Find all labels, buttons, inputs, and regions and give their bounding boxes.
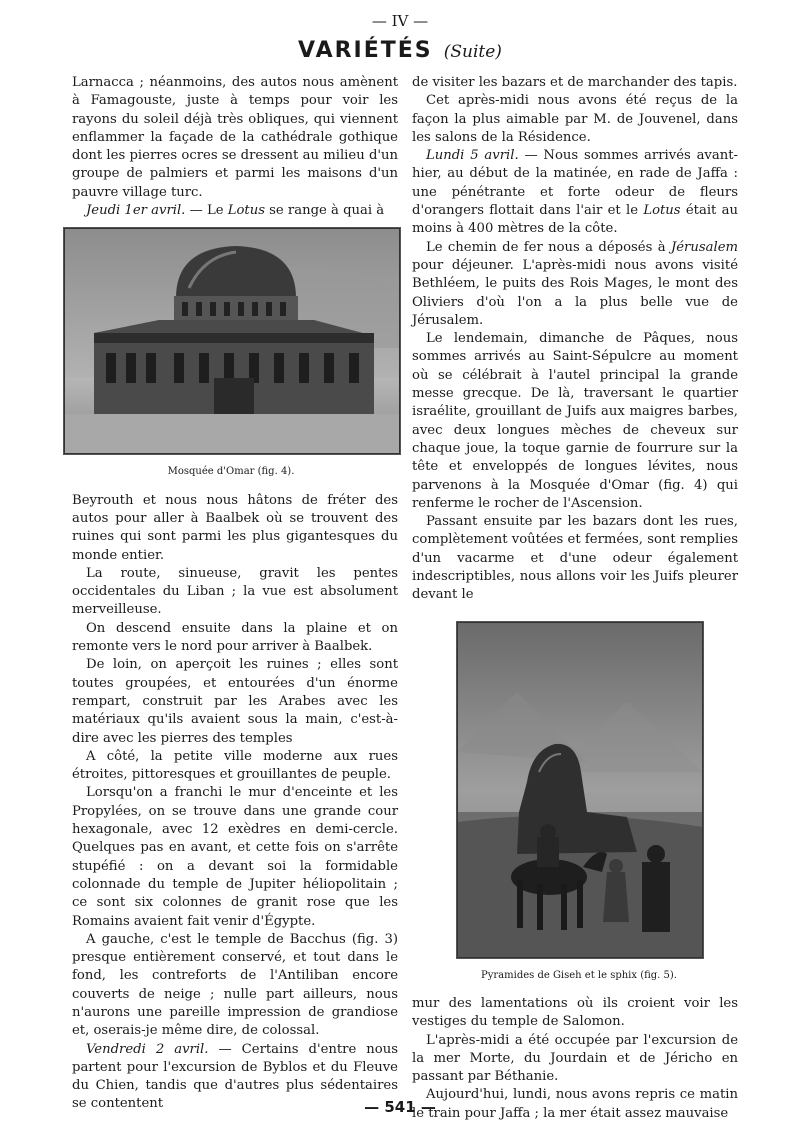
paragraph: Cet après-midi nous avons été reçus de la façon la plus aimable par M. de Jouvenel, dans les salons de la Résidence. xyxy=(412,93,738,145)
paragraph: mur des lamentations où ils croient voir les vestiges du temple de Salomon. xyxy=(412,995,738,1030)
text-run: se range à quai à xyxy=(264,203,385,219)
paragraph: de visiter les bazars et de marchander des tapis. xyxy=(412,75,738,90)
sphinx-photo xyxy=(456,621,704,959)
roman-page-number: — IV — xyxy=(371,12,429,30)
figure-caption: Pyramides de Giseh et le sphix (fig. 5). xyxy=(481,969,677,981)
paragraph: Larnacca ; néanmoins, des autos nous amènent à Famagouste, juste à temps pour voir les rayons du soleil déjà très obliques, qui viennent enflammer la façade de la cathédrale gothique dont les pierres ocres se dressent au milieu d'un groupe de palmiers et parmi les maisons d'un pauvre village turc. xyxy=(72,75,398,200)
figure-caption: Mosquée d'Omar (fig. 4). xyxy=(167,466,295,478)
paragraph xyxy=(412,239,738,330)
text-run: était au moins à 400 mètres de la côte. xyxy=(412,203,738,237)
section-subtitle: (Suite) xyxy=(443,42,502,62)
paragraph: La route, sinueuse, gravit les pentes occidentales du Liban ; la vue est absolument merveilleuse. xyxy=(72,565,398,618)
paragraph: Aujourd'hui, lundi, nous avons repris ce matin le train pour Jaffa ; la mer était assez mauvaise xyxy=(412,1087,738,1121)
section-title: VARIÉTÉS xyxy=(298,38,433,63)
text-run: Le chemin de fer nous a déposés à xyxy=(426,239,671,255)
text-run: — Certains d'entre nous partent pour l'excursion de Byblos et du Fleuve du Chien, tandis que d'autres plus sédentaires se contentent xyxy=(72,1041,398,1112)
paragraph: Lorsqu'on a franchi le mur d'enceinte et les Propylées, on se trouve dans une grande cour hexagonale, avec 12 exèdres en demi-cercle. Quelques pas en avant, et cette fois on s'arrête stupéfié : on a devant soi la formidable colonnade du temple de Jupiter héliopolitain ; ce sont six colonnes de granit rose que les Romains avaient fait venir d'Égypte. xyxy=(72,785,398,929)
text-run: — Nous sommes arrivés avant-hier, au début de la matinée, en rade de Jaffa : une pénétrante et forte odeur de fleurs d'orangers flottait dans l'air et le xyxy=(412,148,738,219)
paragraph: Le lendemain, dimanche de Pâques, nous sommes arrivés au Saint-Sépulcre au moment où se célébrait à l'autel principal la grande messe grecque. De là, traversant le quartier israélite, grouillant de Juifs aux maigres barbes, avec deux longues mèches de cheveux sur chaque joue, la toque garnie de fourrure sur la tête et enveloppés de longues lévites, nous parvenons à la Mosquée d'Omar (fig. 4) qui renferme le rocher de l'Ascension. xyxy=(412,331,738,511)
page-number: — 541 — xyxy=(364,1098,436,1116)
date-label: Jeudi 1er avril. xyxy=(86,203,186,219)
paragraph: De loin, on aperçoit les ruines ; elles sont toutes groupées, et entourées d'un énorme rempart, construit par les Arabes avec les matériaux qu'ils avaient sous la main, c'est-à-dire avec les pierres des temples xyxy=(72,657,398,746)
paragraph: Beyrouth et nous nous hâtons de fréter des autos pour aller à Baalbek où se trouvent des ruines qui sont parmi les plus gigantesques du monde entier. xyxy=(72,492,398,563)
paragraph xyxy=(412,147,738,238)
left-column xyxy=(72,74,398,1114)
mosque-photo xyxy=(63,227,401,455)
paragraph: A côté, la petite ville moderne aux rues étroites, pittoresques et grouillantes de peuple. xyxy=(72,748,398,783)
paragraph: Passant ensuite par les bazars dont les rues, complètement voûtées et fermées, sont remplies d'un vacarme et d'une odeur également indescriptibles, nous allons voir les Juifs pleurer devant le xyxy=(412,514,738,603)
section-heading xyxy=(0,38,800,63)
figure-mosque xyxy=(63,227,399,481)
text-run: pour déjeuner. L'après-midi nous avons visité Bethléem, le puits des Rois Mages, le mont des Oliviers d'où l'on a la plus belle vue de Jérusalem. xyxy=(412,257,738,328)
city-name: Jérusalem xyxy=(670,239,738,255)
date-label: Vendredi 2 avril. xyxy=(86,1041,209,1057)
figure-sphinx xyxy=(456,621,702,985)
ship-name: Lotus xyxy=(643,203,681,219)
paragraph: A gauche, c'est le temple de Bacchus (fig. 3) presque entièrement conservé, et tout dans le fond, les contreforts de l'Antiliban encore couverts de neige ; nulle part ailleurs, nous n'aurons une pareille impression de grandiose et, oserais-je même dire, de colossal. xyxy=(72,931,398,1039)
date-label: Lundi 5 avril. xyxy=(426,148,519,164)
paragraph xyxy=(72,202,398,220)
text-run: — Le xyxy=(185,203,228,219)
right-column xyxy=(412,74,738,1123)
paragraph: On descend ensuite dans la plaine et on remonte vers le nord pour arriver à Baalbek. xyxy=(72,620,398,655)
ship-name: Lotus xyxy=(227,203,265,219)
paragraph: L'après-midi a été occupée par l'excursion de la mer Morte, du Jourdain et de Jéricho en passant par Béthanie. xyxy=(412,1032,738,1085)
